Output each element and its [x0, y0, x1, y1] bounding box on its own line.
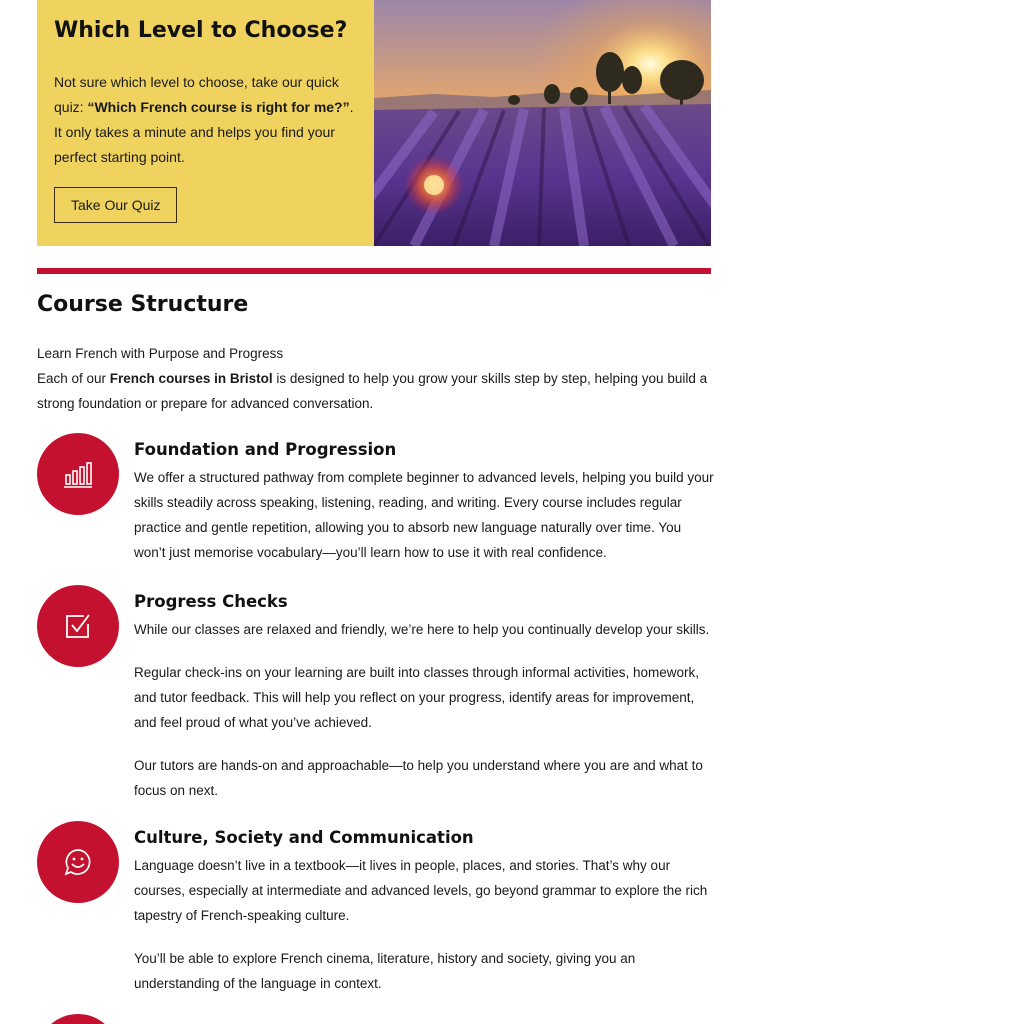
course-structure-intro [37, 341, 711, 416]
banner-description [54, 70, 358, 170]
intro-text-after: is designed to help you grow your skills step by step, helping you build a strong foundation or prepare for advanced conversation. [37, 371, 708, 411]
lavender-field-illustration [374, 0, 711, 246]
feature-paragraph: You’ll be able to explore French cinema, literature, history and society, giving you an understanding of the language in context. [134, 951, 636, 991]
circle-icon [37, 1014, 119, 1024]
feature-title: Foundation and Progression [134, 440, 397, 459]
feature-content [134, 827, 714, 996]
feature-content [134, 591, 714, 803]
banner-text-panel [37, 0, 374, 246]
quiz-name: “Which French course is right for me?” [87, 99, 350, 115]
checkbox-icon [37, 585, 119, 667]
smiley-chat-icon [37, 821, 119, 903]
french-courses-bristol-text: French courses in Bristol [109, 371, 273, 386]
banner-title: Which Level to Choose? [54, 18, 348, 43]
level-quiz-banner [37, 0, 711, 246]
banner-text-after: . It only takes a minute and helps you find your perfect starting point. [54, 99, 354, 165]
course-structure-heading: Course Structure [37, 292, 249, 317]
take-quiz-button[interactable]: Take Our Quiz [54, 187, 177, 223]
lavender-field-image [374, 0, 711, 246]
banner-text-before: Not sure which level to choose, take our quick quiz: [54, 74, 339, 115]
feature-paragraph: We offer a structured pathway from complete beginner to advanced levels, helping you build your skills steadily across speaking, listening, reading, and writing. Every course includes regular practice and gentle repetition, allowing you to absorb new language naturally over time. You won’t just memorise vocabulary—you’ll learn how to use it with real confidence. [134, 470, 714, 560]
intro-text-before: Each of our [37, 371, 110, 386]
intro-paragraph [37, 366, 711, 416]
section-divider [37, 268, 711, 274]
feature-paragraph: Our tutors are hands-on and approachable—to help you understand where you are and what to focus on next. [134, 758, 703, 798]
feature-paragraph: Regular check-ins on your learning are built into classes through informal activities, homework, and tutor feedback. This will help you reflect on your progress, identify areas for improvement, and feel proud of what you’ve achieved. [134, 665, 700, 730]
bar-chart-icon [37, 433, 119, 515]
feature-content [134, 439, 714, 565]
feature-title: Progress Checks [134, 592, 288, 611]
feature-title: Culture, Society and Communication [134, 828, 474, 847]
intro-subtitle: Learn French with Purpose and Progress [37, 346, 284, 361]
feature-paragraph: Language doesn’t live in a textbook—it lives in people, places, and stories. That’s why our courses, especially at intermediate and advanced levels, go beyond grammar to explore the rich tapestry of French-speaking culture. [134, 858, 708, 923]
feature-paragraph: While our classes are relaxed and friendly, we’re here to help you continually develop your skills. [134, 622, 710, 637]
